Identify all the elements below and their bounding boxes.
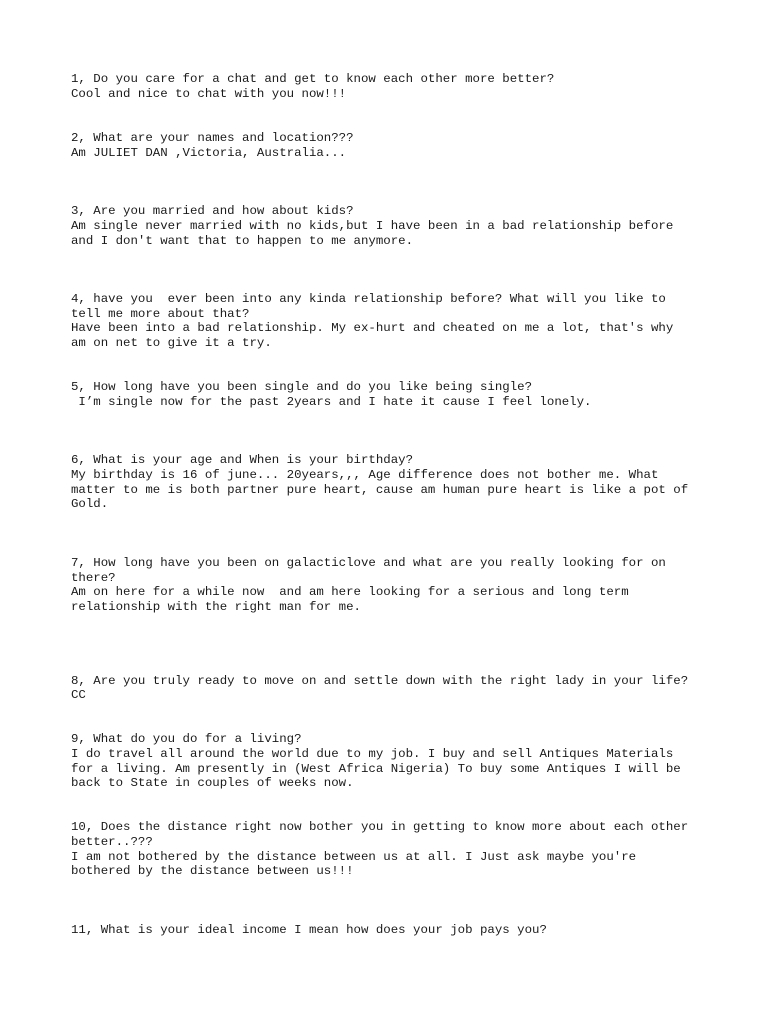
answer-7-line-1: Am on here for a while now and am here looking for a serious and long term [71,585,629,599]
question-11: 11, What is your ideal income I mean how does your job pays you? [71,923,547,937]
answer-8-line-1: CC [71,688,86,702]
answer-4-line-1: Have been into a bad relationship. My ex-hurt and cheated on me a lot, that's why [71,321,674,335]
answer-5-line-1: I’m single now for the past 2years and I hate it cause I feel lonely. [71,395,592,409]
question-6: 6, What is your age and When is your birthday? [71,453,414,467]
answer-4-line-2: am on net to give it a try. [71,336,272,350]
answer-6-line-2: matter to me is both partner pure heart, cause am human pure heart is like a pot of [71,483,689,497]
question-8: 8, Are you truly ready to move on and settle down with the right lady in your life? [71,674,689,688]
answer-10-line-2: bothered by the distance between us!!! [71,864,354,878]
question-9: 9, What do you do for a living? [71,732,302,746]
answer-6-line-1: My birthday is 16 of june... 20years,,, Age difference does not bother me. What [71,468,659,482]
question-7-line-2: there? [71,571,116,585]
answer-6-line-3: Gold. [71,497,109,511]
question-7-line-1: 7, How long have you been on galacticlove and what are you really looking for on [71,556,666,570]
question-5: 5, How long have you been single and do you like being single? [71,380,533,394]
answer-3-line-1: Am single never married with no kids,but I have been in a bad relationship before [71,219,674,233]
answer-3-line-2: and I don't want that to happen to me anymore. [71,234,414,248]
answer-7-line-2: relationship with the right man for me. [71,600,361,614]
answer-9-line-3: back to State in couples of weeks now. [71,776,354,790]
question-10-line-2: better..??? [71,835,153,849]
answer-9-line-2: for a living. Am presently in (West Africa Nigeria) To buy some Antiques I will be [71,762,681,776]
question-10-line-1: 10, Does the distance right now bother you in getting to know more about each other [71,820,689,834]
question-3: 3, Are you married and how about kids? [71,204,354,218]
answer-1-line-1: Cool and nice to chat with you now!!! [71,87,347,101]
answer-10-line-1: I am not bothered by the distance between us at all. I Just ask maybe you're [71,850,637,864]
answer-2-line-1: Am JULIET DAN ,Victoria, Australia... [71,146,347,160]
answer-9-line-1: I do travel all around the world due to my job. I buy and sell Antiques Materials [71,747,674,761]
question-2: 2, What are your names and location??? [71,131,354,145]
question-1: 1, Do you care for a chat and get to know each other more better? [71,72,555,86]
question-4-line-1: 4, have you ever been into any kinda relationship before? What will you like to [71,292,666,306]
question-4-line-2: tell me more about that? [71,307,250,321]
